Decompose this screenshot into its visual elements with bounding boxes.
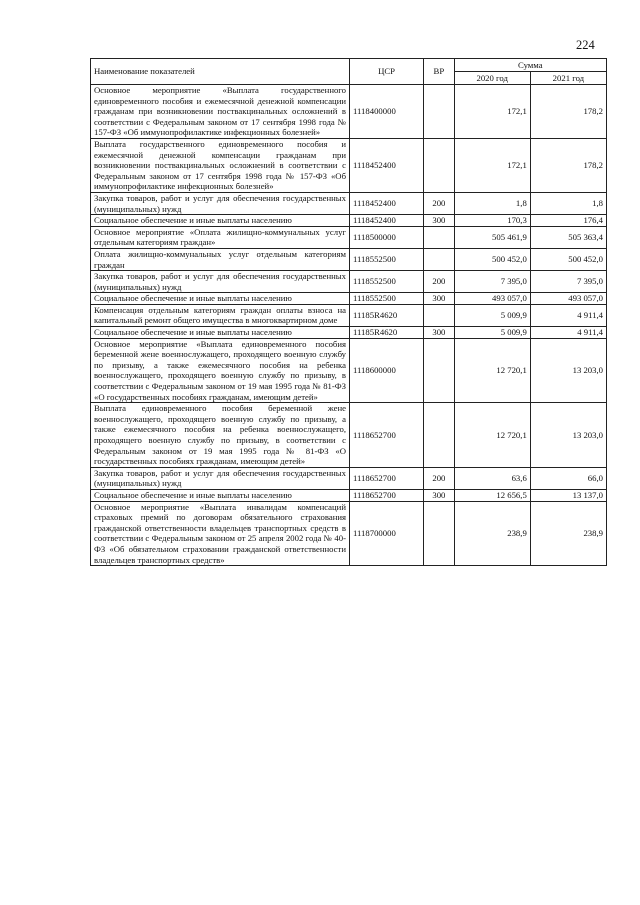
row-vr: 300 xyxy=(424,293,454,305)
header-year-2021: 2021 год xyxy=(530,72,606,85)
header-sum: Сумма xyxy=(454,59,606,72)
row-value-2021: 7 395,0 xyxy=(530,271,606,293)
row-name: Основное мероприятие «Выплата государственного единовременного пособия и ежемесячной денежной компенсации гражданам при возникновении поствакцинальных осложнений в соответствии с Федеральным законом от 17 сентября 1998 года № 157-ФЗ «Об иммунопрофилактике инфекционных болезней» xyxy=(91,85,350,139)
row-value-2020: 172,1 xyxy=(454,85,530,139)
table-row xyxy=(91,192,607,214)
row-value-2020: 238,9 xyxy=(454,501,530,566)
row-value-2020: 170,3 xyxy=(454,215,530,227)
row-csr: 1118600000 xyxy=(350,338,424,403)
row-name: Выплата государственного единовременного пособия и ежемесячной денежной компенсации гражданам при возникновении поствакцинальных осложнений в соответствии с Федеральным законом от 17 сентября 1998 года № 157-ФЗ «Об иммунопрофилактике инфекционных болезней» xyxy=(91,138,350,192)
row-csr: 1118552500 xyxy=(350,248,424,270)
row-value-2020: 12 720,1 xyxy=(454,403,530,468)
table-row xyxy=(91,85,607,139)
row-name: Социальное обеспечение и иные выплаты населению xyxy=(91,489,350,501)
table-row xyxy=(91,327,607,339)
row-value-2021: 500 452,0 xyxy=(530,248,606,270)
table-row xyxy=(91,293,607,305)
header-year-2020: 2020 год xyxy=(454,72,530,85)
table-row xyxy=(91,271,607,293)
row-name: Закупка товаров, работ и услуг для обеспечения государственных (муниципальных) нужд xyxy=(91,192,350,214)
row-value-2021: 13 137,0 xyxy=(530,489,606,501)
row-vr: 300 xyxy=(424,489,454,501)
header-csr: ЦСР xyxy=(350,59,424,85)
table-row xyxy=(91,304,607,326)
row-vr xyxy=(424,304,454,326)
row-name: Социальное обеспечение и иные выплаты населению xyxy=(91,293,350,305)
row-value-2020: 493 057,0 xyxy=(454,293,530,305)
row-vr: 200 xyxy=(424,192,454,214)
row-vr: 300 xyxy=(424,215,454,227)
row-value-2021: 66,0 xyxy=(530,467,606,489)
table-row xyxy=(91,248,607,270)
row-value-2020: 1,8 xyxy=(454,192,530,214)
page-number: 224 xyxy=(576,38,595,52)
row-value-2021: 176,4 xyxy=(530,215,606,227)
row-vr: 200 xyxy=(424,271,454,293)
table-row xyxy=(91,226,607,248)
row-csr: 1118452400 xyxy=(350,138,424,192)
row-csr: 1118452400 xyxy=(350,192,424,214)
row-vr xyxy=(424,501,454,566)
row-name: Закупка товаров, работ и услуг для обеспечения государственных (муниципальных) нужд xyxy=(91,467,350,489)
row-value-2020: 5 009,9 xyxy=(454,304,530,326)
row-csr: 1118400000 xyxy=(350,85,424,139)
row-vr: 200 xyxy=(424,467,454,489)
table-row xyxy=(91,467,607,489)
row-csr: 1118500000 xyxy=(350,226,424,248)
row-name: Компенсация отдельным категориям граждан оплаты взноса на капитальный ремонт общего имущества в многоквартирном доме xyxy=(91,304,350,326)
table-row xyxy=(91,501,607,566)
row-csr: 1118652700 xyxy=(350,403,424,468)
row-csr: 11185R4620 xyxy=(350,304,424,326)
row-vr xyxy=(424,403,454,468)
row-name: Основное мероприятие «Выплата инвалидам компенсаций страховых премий по договорам обязательного страхования гражданской ответственности владельцев транспортных средств в соответствии с Федеральным законом от 25 апреля 2002 года № 40-ФЗ «Об обязательном страховании гражданской ответственности владельцев транспортных средств» xyxy=(91,501,350,566)
row-name: Выплата единовременного пособия беременной жене военнослужащего, проходящего военную службу по призыву, а также ежемесячного пособия на ребенка военнослужащего, проходящего военную службу по призыву, в соответствии с Федеральным законом от 19 мая 1995 года № 81-ФЗ «О государственных пособиях гражданам, имеющим детей» xyxy=(91,403,350,468)
table-row xyxy=(91,338,607,403)
table-body xyxy=(91,85,607,566)
row-csr: 11185R4620 xyxy=(350,327,424,339)
row-name: Оплата жилищно-коммунальных услуг отдельным категориям граждан xyxy=(91,248,350,270)
row-csr: 1118700000 xyxy=(350,501,424,566)
table-header-row xyxy=(91,59,607,72)
row-vr xyxy=(424,338,454,403)
row-name: Социальное обеспечение и иные выплаты населению xyxy=(91,327,350,339)
row-name: Закупка товаров, работ и услуг для обеспечения государственных (муниципальных) нужд xyxy=(91,271,350,293)
row-value-2021: 505 363,4 xyxy=(530,226,606,248)
row-csr: 1118652700 xyxy=(350,489,424,501)
row-value-2021: 493 057,0 xyxy=(530,293,606,305)
row-value-2021: 238,9 xyxy=(530,501,606,566)
table-row xyxy=(91,138,607,192)
row-value-2020: 505 461,9 xyxy=(454,226,530,248)
budget-table xyxy=(90,58,607,566)
table-row xyxy=(91,403,607,468)
row-vr xyxy=(424,138,454,192)
row-value-2020: 12 720,1 xyxy=(454,338,530,403)
header-name: Наименование показателей xyxy=(91,59,350,85)
row-vr: 300 xyxy=(424,327,454,339)
row-csr: 1118552500 xyxy=(350,271,424,293)
row-value-2020: 7 395,0 xyxy=(454,271,530,293)
header-vr: ВР xyxy=(424,59,454,85)
row-value-2021: 13 203,0 xyxy=(530,403,606,468)
row-vr xyxy=(424,85,454,139)
row-value-2021: 13 203,0 xyxy=(530,338,606,403)
row-value-2021: 178,2 xyxy=(530,85,606,139)
row-value-2021: 1,8 xyxy=(530,192,606,214)
row-name: Основное мероприятие «Выплата единовременного пособия беременной жене военнослужащего, проходящего военную службу по призыву, а также ежемесячного пособия на ребенка военнослужащего, проходящего военную службу по призыву, в соответствии с Федеральным законом от 19 мая 1995 года № 81-ФЗ «О государственных пособиях гражданам, имеющим детей» xyxy=(91,338,350,403)
row-value-2021: 4 911,4 xyxy=(530,304,606,326)
row-value-2020: 5 009,9 xyxy=(454,327,530,339)
table-row xyxy=(91,215,607,227)
row-csr: 1118552500 xyxy=(350,293,424,305)
row-csr: 1118452400 xyxy=(350,215,424,227)
table-row xyxy=(91,489,607,501)
row-name: Основное мероприятие «Оплата жилищно-коммунальных услуг отдельным категориям граждан» xyxy=(91,226,350,248)
row-value-2020: 63,6 xyxy=(454,467,530,489)
row-value-2020: 172,1 xyxy=(454,138,530,192)
row-value-2021: 4 911,4 xyxy=(530,327,606,339)
row-name: Социальное обеспечение и иные выплаты населению xyxy=(91,215,350,227)
row-vr xyxy=(424,226,454,248)
row-vr xyxy=(424,248,454,270)
row-csr: 1118652700 xyxy=(350,467,424,489)
row-value-2020: 500 452,0 xyxy=(454,248,530,270)
row-value-2020: 12 656,5 xyxy=(454,489,530,501)
row-value-2021: 178,2 xyxy=(530,138,606,192)
